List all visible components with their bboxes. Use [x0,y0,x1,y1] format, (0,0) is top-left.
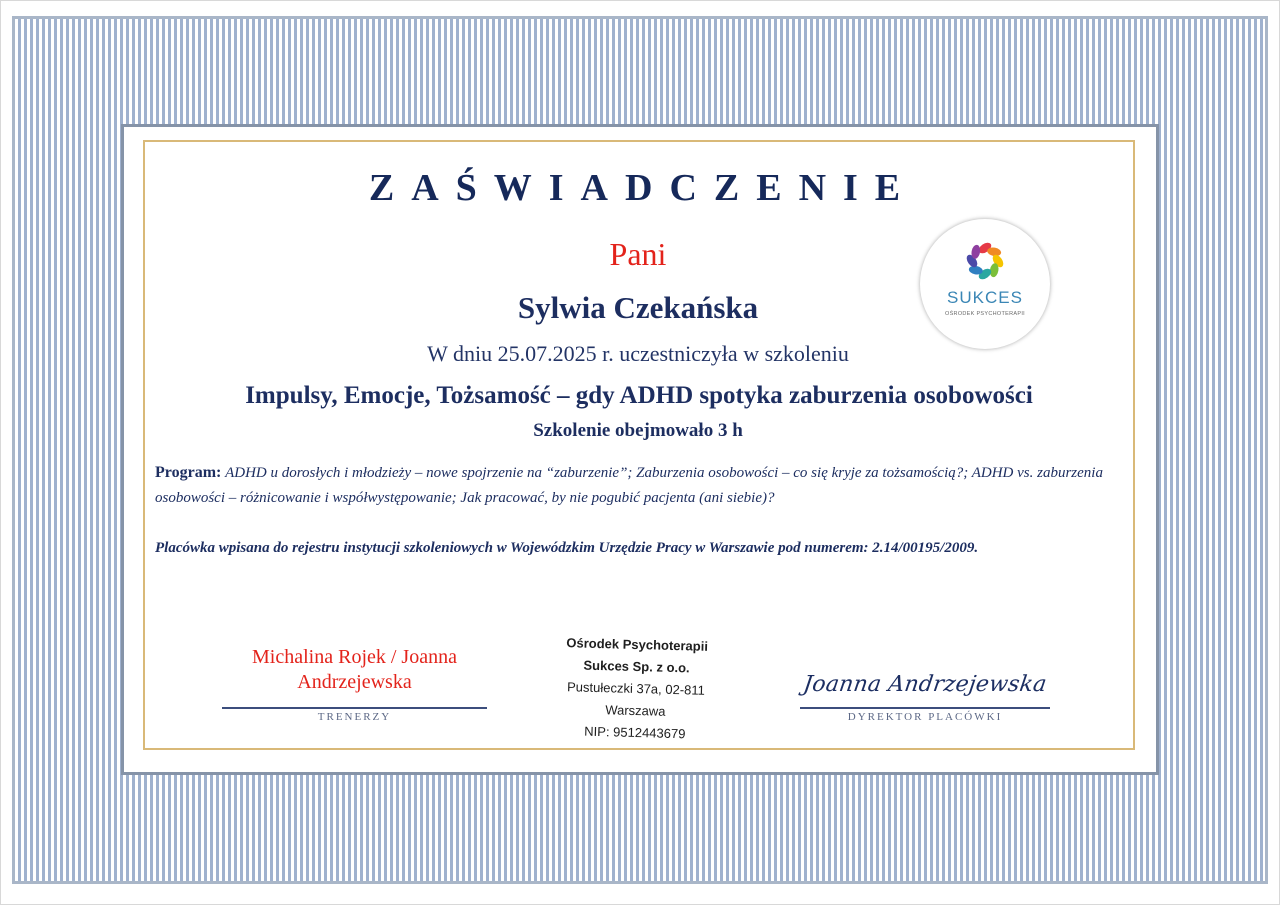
registry-note: Placówka wpisana do rejestru instytucji szkoleniowych w Wojewódzkim Urzędzie Pracy w Warszawie pod numerem: 2.14/00195/2009. [155,540,979,556]
company-stamp [535,631,738,746]
program-text: ADHD u dorosłych i młodzieży – nowe spojrzenie na “zaburzenie”; Zaburzenia osobowości – co się kryje za tożsamością?; ADHD vs. zaburzenia osobowości – różnicowanie i współwystępowanie; Jak pracować, by nie pogubić pacjenta (ani siebie)? [155,465,1103,506]
certificate-title: ZAŚWIADCZENIE [368,167,918,209]
director-signature-line [800,707,1050,709]
stamp-line-2: Sukces Sp. z o.o. [583,657,690,676]
spiral-flower-icon [920,219,1050,349]
stamp-line-1: Ośrodek Psychoterapii [566,635,709,654]
salutation: Pani [609,236,667,272]
trainers-names: Michalina Rojek / Joanna Andrzejewska [252,646,457,693]
program-section [155,460,1125,511]
hours-line: Szkolenie obejmowało 3 h [533,420,743,441]
course-title: Impulsy, Emocje, Tożsamość – gdy ADHD spotyka zaburzenia osobowości [245,382,1033,409]
director-label: DYREKTOR PLACÓWKI [847,711,1003,723]
logo-subtitle: OŚRODEK PSYCHOTERAPII [945,311,1025,317]
logo-wordmark: SUKCES [947,288,1023,307]
director-signature: Joanna Andrzejewska [801,672,1049,697]
sukces-logo [920,219,1050,349]
attendance-line: W dniu 25.07.2025 r. uczestniczyła w szkoleniu [427,341,849,366]
program-label: Program: [155,464,222,481]
stamp-line-4: NIP: 9512443679 [584,723,686,742]
trainers-label: TRENERZY [317,711,392,723]
stamp-line-3: Pustułeczki 37a, 02-811 Warszawa [566,679,706,719]
recipient-name: Sylwia Czekańska [517,290,759,325]
trainers-signature-line [222,707,487,709]
